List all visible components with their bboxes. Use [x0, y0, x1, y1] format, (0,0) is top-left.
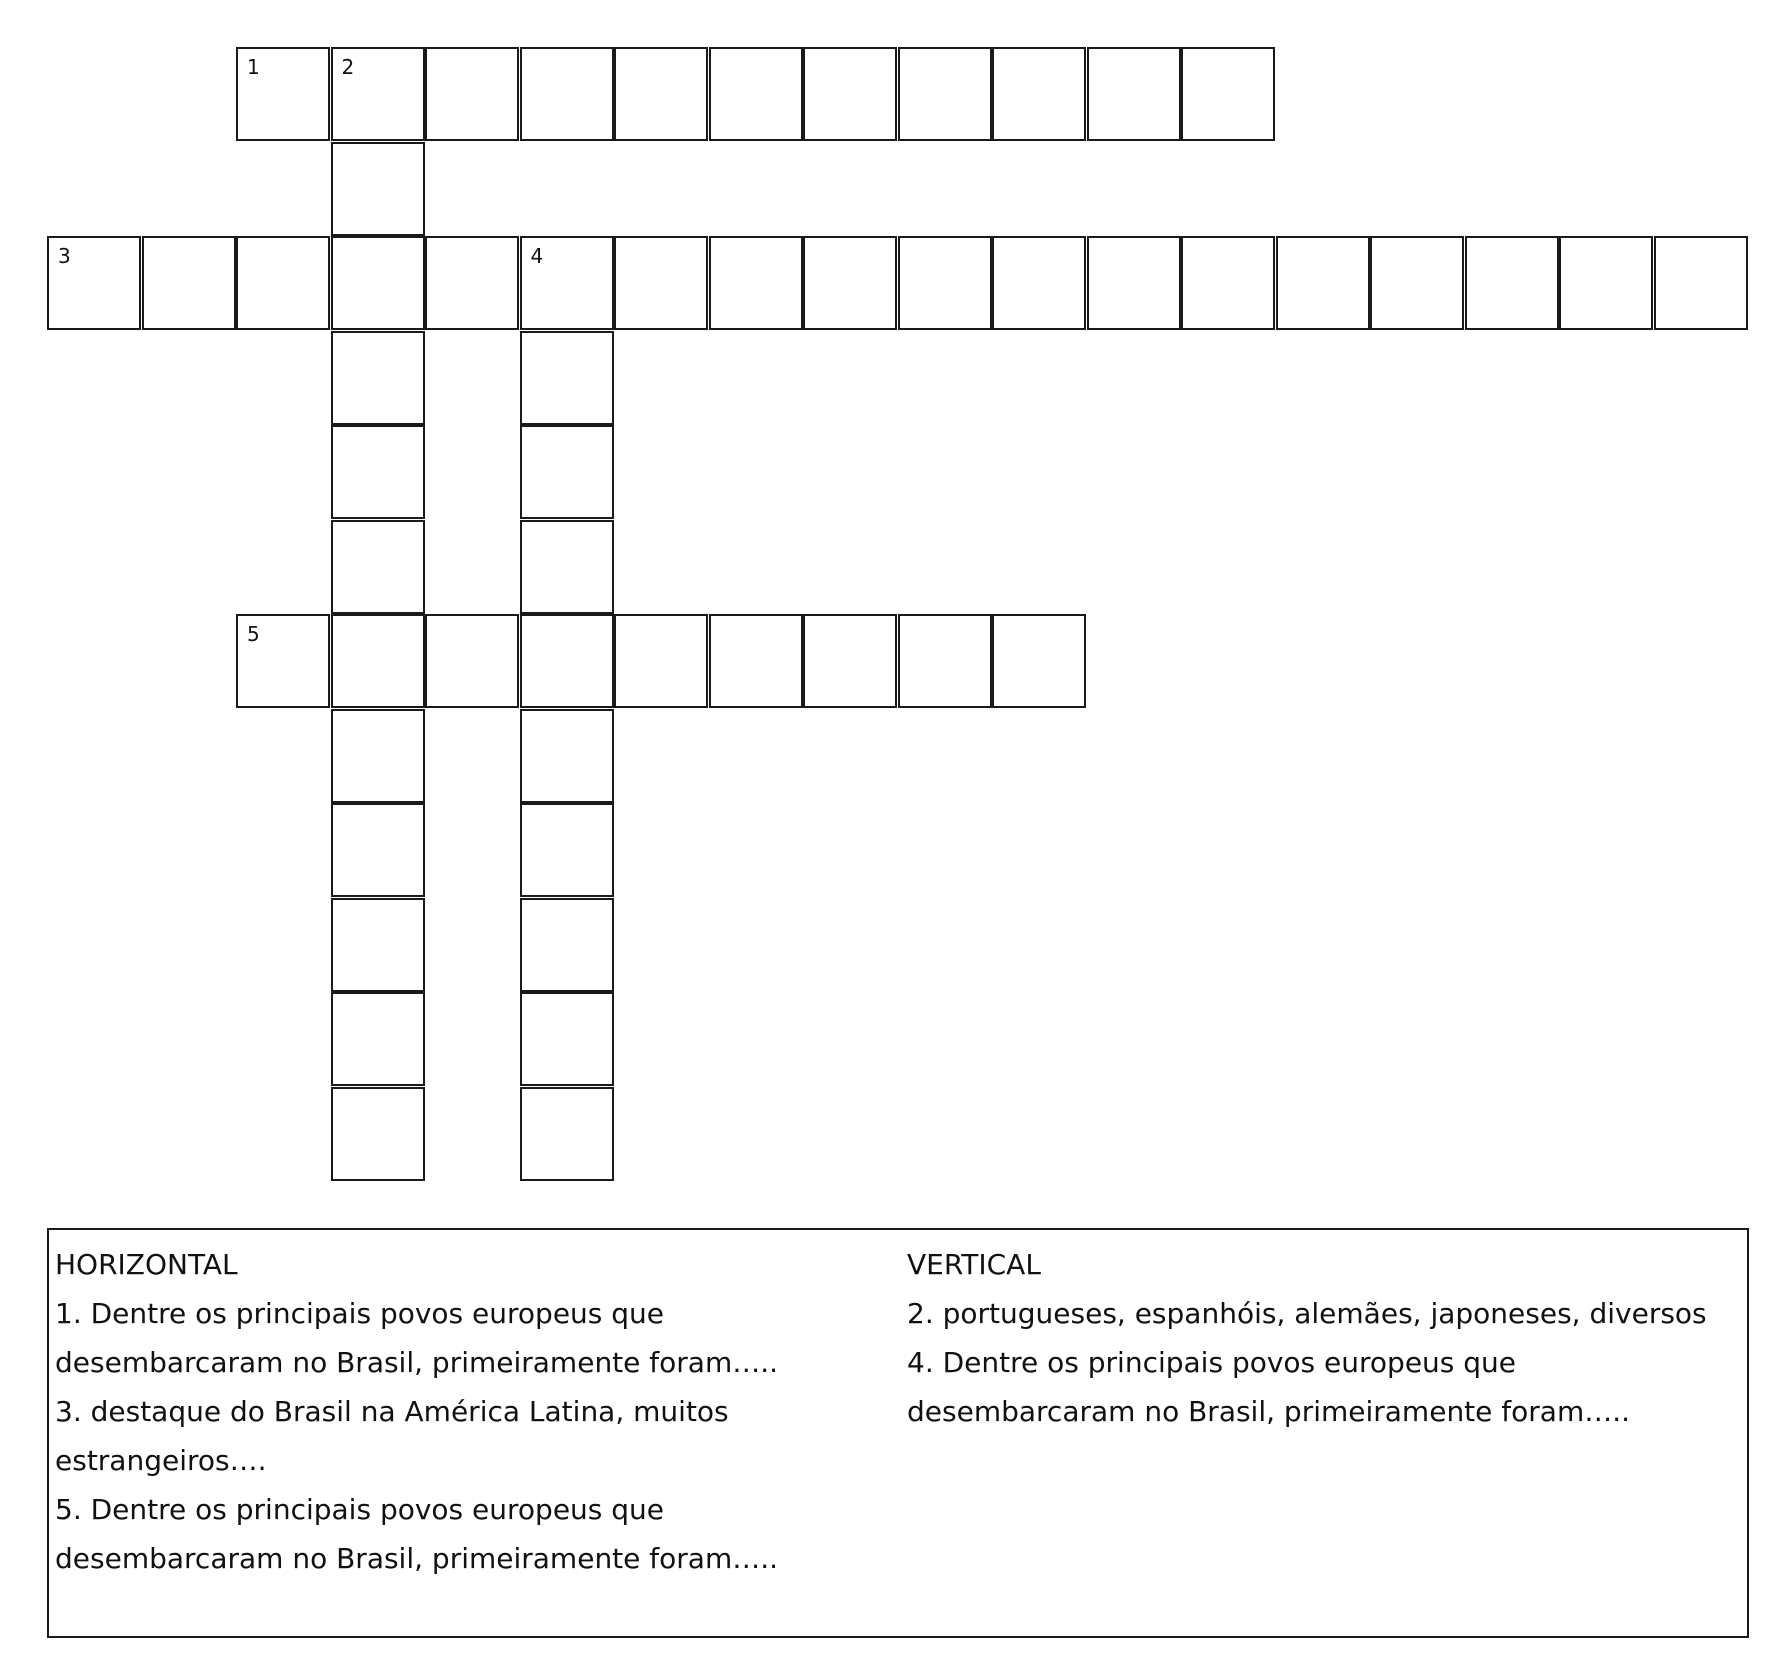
crossword-cell[interactable]: [331, 47, 425, 141]
crossword-cell[interactable]: [992, 236, 1086, 330]
crossword-cell[interactable]: [520, 803, 614, 897]
crossword-cell[interactable]: [803, 614, 897, 708]
vertical-clues: [907, 1240, 1745, 1436]
crossword-cell[interactable]: [803, 47, 897, 141]
crossword-cell[interactable]: [520, 1087, 614, 1181]
clue-number: 3: [58, 244, 71, 268]
crossword-cell[interactable]: [47, 236, 141, 330]
crossword-cell[interactable]: [898, 614, 992, 708]
crossword-cell[interactable]: [1181, 236, 1275, 330]
crossword-cell[interactable]: [520, 425, 614, 519]
crossword-cell[interactable]: [520, 47, 614, 141]
crossword-cell[interactable]: [331, 236, 425, 330]
crossword-cell[interactable]: [614, 236, 708, 330]
crossword-cell[interactable]: [520, 992, 614, 1086]
clue-number: 4: [530, 244, 544, 268]
crossword-cell[interactable]: [331, 614, 425, 708]
crossword-cell[interactable]: [1276, 236, 1370, 330]
crossword-cell[interactable]: [992, 47, 1086, 141]
crossword-cell[interactable]: [803, 236, 897, 330]
crossword-cell[interactable]: [1370, 236, 1464, 330]
crossword-cell[interactable]: [331, 709, 425, 803]
crossword-cell[interactable]: [709, 236, 803, 330]
crossword-cell[interactable]: [1559, 236, 1653, 330]
crossword-cell[interactable]: [520, 898, 614, 992]
crossword-cell[interactable]: [331, 898, 425, 992]
crossword-cell[interactable]: [520, 236, 614, 330]
crossword-cell[interactable]: [709, 47, 803, 141]
crossword-cell[interactable]: [331, 992, 425, 1086]
horizontal-heading: HORIZONTAL: [55, 1248, 238, 1281]
crossword-cell[interactable]: [331, 425, 425, 519]
crossword-cell[interactable]: [614, 47, 708, 141]
crossword-cell[interactable]: [331, 142, 425, 236]
clue-number: 5: [247, 622, 260, 646]
clue-number: 1: [247, 55, 260, 79]
crossword-cell[interactable]: [1087, 47, 1181, 141]
crossword-cell[interactable]: [898, 236, 992, 330]
crossword-cell[interactable]: [1087, 236, 1181, 330]
clue-4: 4. Dentre os principais povos europeus que desembarcaram no Brasil, primeiramente foram…..: [907, 1346, 1631, 1428]
crossword-cell[interactable]: [1181, 47, 1275, 141]
crossword-cell[interactable]: [236, 47, 330, 141]
crossword-cell[interactable]: [425, 614, 519, 708]
crossword-cell[interactable]: [898, 47, 992, 141]
crossword-cell[interactable]: [992, 614, 1086, 708]
vertical-heading: VERTICAL: [907, 1248, 1041, 1281]
crossword-cell[interactable]: [520, 709, 614, 803]
crossword-cell[interactable]: [331, 331, 425, 425]
crossword-cell[interactable]: [520, 331, 614, 425]
crossword-cell[interactable]: [142, 236, 236, 330]
crossword-cell[interactable]: [1654, 236, 1748, 330]
crossword-cell[interactable]: [236, 236, 330, 330]
clue-3: 3. destaque do Brasil na América Latina, muitos estrangeiros….: [55, 1395, 729, 1477]
horizontal-clues: [55, 1240, 885, 1583]
crossword-cell[interactable]: [331, 803, 425, 897]
crossword-cell[interactable]: [331, 1087, 425, 1181]
crossword-cell[interactable]: [425, 47, 519, 141]
clue-2: 2. portugueses, espanhóis, alemães, japoneses, diversos: [907, 1297, 1707, 1330]
crossword-cell[interactable]: [236, 614, 330, 708]
crossword-cell[interactable]: [1465, 236, 1559, 330]
clues-box: [47, 1228, 1749, 1638]
crossword-cell[interactable]: [331, 520, 425, 614]
clue-1: 1. Dentre os principais povos europeus que desembarcaram no Brasil, primeiramente foram…..: [55, 1297, 779, 1379]
crossword-cell[interactable]: [709, 614, 803, 708]
crossword-cell[interactable]: [520, 520, 614, 614]
clue-5: 5. Dentre os principais povos europeus que desembarcaram no Brasil, primeiramente foram…..: [55, 1493, 779, 1575]
crossword-cell[interactable]: [614, 614, 708, 708]
clue-number: 2: [341, 55, 355, 79]
crossword-cell[interactable]: [520, 614, 614, 708]
crossword-cell[interactable]: [425, 236, 519, 330]
